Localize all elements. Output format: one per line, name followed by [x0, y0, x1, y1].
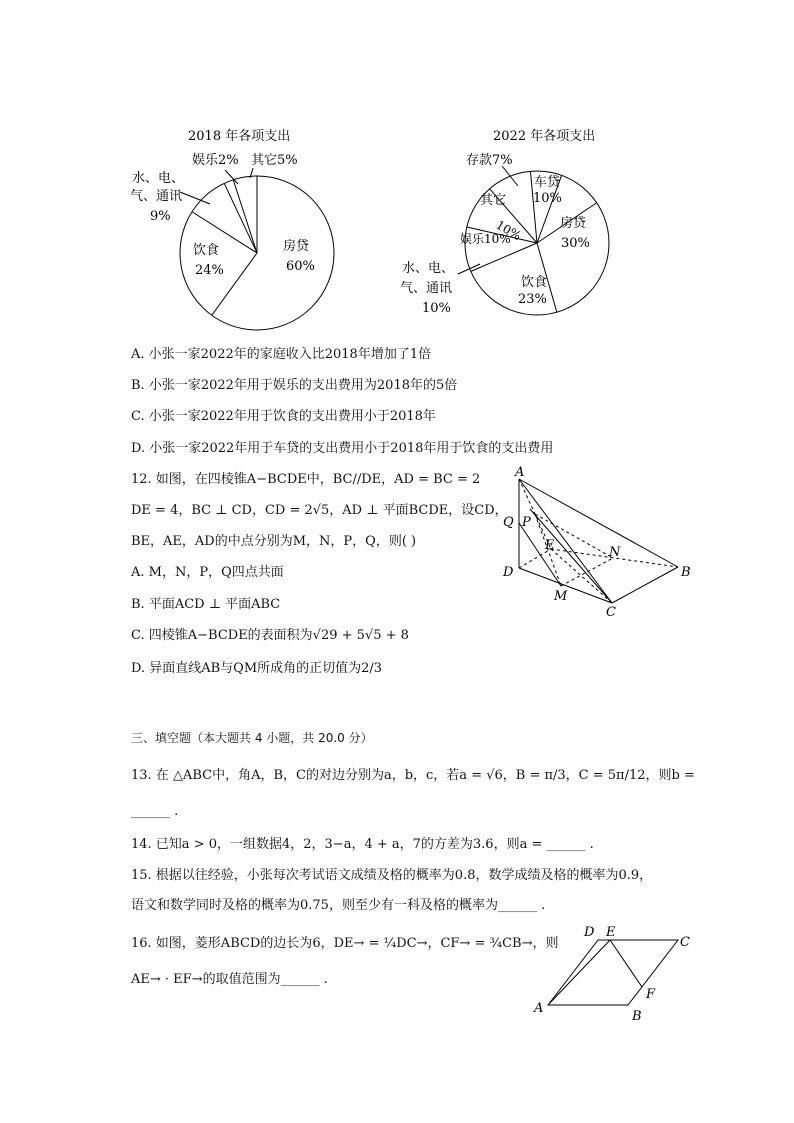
pie-2022-leader-cunkuan — [502, 166, 518, 186]
rhombus-label-f: F — [646, 987, 656, 1002]
pie-2022-label-yule: 娱乐10% — [460, 232, 511, 246]
pie-chart-2018 — [120, 122, 380, 332]
pyramid-label-m: M — [554, 589, 568, 604]
pie-2018-label-yinshi-pct: 24% — [195, 263, 224, 278]
rhombus-label-b: B — [632, 1009, 642, 1022]
pie-2022-label-qita-pct: 10% — [493, 217, 524, 244]
pyramid-label-a: A — [515, 465, 525, 480]
pie-2018-leader-shui — [180, 192, 210, 204]
rhombus-label-d: D — [584, 925, 595, 940]
q15-line-2: 语文和数学同时及格的概率为0.75，则至少有一科及格的概率为______ . — [131, 898, 546, 913]
pie-2018-title: 2018 年各项支出 — [188, 129, 291, 144]
q11-option-c: C. 小张一家2022年用于饮食的支出费用小于2018年 — [131, 409, 436, 424]
pyramid-figure — [495, 463, 705, 623]
pie-2022-label-fangdai: 房贷 — [560, 216, 587, 231]
q14-line: 14. 已知a > 0，一组数据4，2，3−a，4 + a，7的方差为3.6，则a = ______ . — [131, 837, 594, 852]
pyramid-label-e: E — [545, 538, 555, 553]
pyramid-label-p: P — [522, 515, 531, 530]
pie-2022-label-shui2: 气、通讯 — [400, 281, 453, 296]
pie-chart-2022 — [398, 124, 628, 324]
pyramid-label-d: D — [503, 565, 514, 580]
pie-2022-title: 2022 年各项支出 — [493, 129, 596, 144]
pie-2018-label-fangdai-pct: 60% — [286, 259, 315, 274]
q11-option-d: D. 小张一家2022年用于车贷的支出费用小于2018年用于饮食的支出费用 — [131, 441, 554, 456]
pie-2018-label-qita: 其它5% — [251, 153, 298, 168]
q11-option-a: A. 小张一家2022年的家庭收入比2018年增加了1倍 — [131, 347, 432, 362]
pie-2022-label-shui-pct: 10% — [422, 301, 451, 316]
pie-2022-label-qita: 其它 — [480, 193, 507, 208]
q13-line-1: 13. 在 △ABC中，角A，B，C的对边分别为a，b，c，若a = √6，B = π/3，C = 5π/12，则b = — [131, 768, 695, 783]
rhombus-label-e: E — [606, 925, 616, 940]
pie-2022-slice-boundary-3 — [471, 243, 537, 271]
pie-2018-label-yinshi: 饮食 — [193, 243, 220, 258]
pie-2022-label-chedai: 车贷 — [534, 175, 561, 190]
q12-option-c: C. 四棱锥A−BCDE的表面积为√29 + 5√5 + 8 — [131, 628, 409, 643]
pyramid-label-n: N — [609, 545, 621, 560]
pie-2022-label-yinshi-pct: 23% — [518, 292, 547, 307]
pyramid-label-b: B — [681, 565, 691, 580]
pie-2018-label-shui-pct: 9% — [150, 209, 171, 224]
q12-line-2: DE = 4，BC ⊥ CD，CD = 2√5，AD ⊥ 平面BCDE，设CD， — [131, 503, 508, 518]
q16-line-1: 16. 如图，菱形ABCD的边长为6，DE→ = ¼DC→，CF→ = ¾CB→，则 — [131, 936, 559, 951]
pie-2022-label-cunkuan: 存款7% — [466, 153, 513, 168]
pie-2022-label-yinshi: 饮食 — [521, 275, 548, 290]
pie-2022-label-chedai-pct: 10% — [533, 191, 562, 206]
pie-2022-label-shui1: 水、电、 — [402, 261, 455, 276]
q11-option-b: B. 小张一家2022年用于娱乐的支出费用为2018年的5倍 — [131, 378, 458, 393]
q13-line-2: ______ . — [131, 804, 179, 819]
pyramid-label-q: Q — [503, 515, 514, 530]
rhombus-label-a: A — [534, 1001, 544, 1016]
pie-2018-label-yule: 娱乐2% — [192, 153, 239, 168]
q15-line-1: 15. 根据以往经验，小张每次考试语文成绩及格的概率为0.8，数学成绩及格的概率为0.9， — [131, 868, 653, 883]
q16-line-2: AE→ · EF→的取值范围为______ . — [131, 972, 328, 987]
pie-2018-slice-boundary-4 — [233, 180, 257, 253]
pie-2018-label-shui1: 水、电、 — [132, 171, 185, 186]
pie-2018-label-shui2: 气、通讯 — [130, 189, 183, 204]
q12-line-1: 12. 如图，在四棱锥A−BCDE中，BC//DE，AD = BC = 2 — [131, 472, 481, 487]
section-3-heading: 三、填空题（本大题共 4 小题，共 20.0 分） — [131, 731, 373, 745]
rhombus-label-c: C — [680, 935, 690, 950]
q12-option-d: D. 异面直线AB与QM所成角的正切值为2/3 — [131, 661, 383, 676]
rhombus-figure — [530, 922, 710, 1022]
pie-2018-label-fangdai: 房贷 — [283, 239, 310, 254]
q12-option-b: B. 平面ACD ⊥ 平面ABC — [131, 597, 281, 612]
pie-2022-label-fangdai-pct: 30% — [561, 236, 590, 251]
q12-line-3: BE，AE，AD的中点分别为M，N，P，Q，则( ) — [131, 534, 417, 549]
q12-option-a: A. M，N，P，Q四点共面 — [131, 565, 284, 580]
pyramid-label-c: C — [606, 605, 616, 620]
